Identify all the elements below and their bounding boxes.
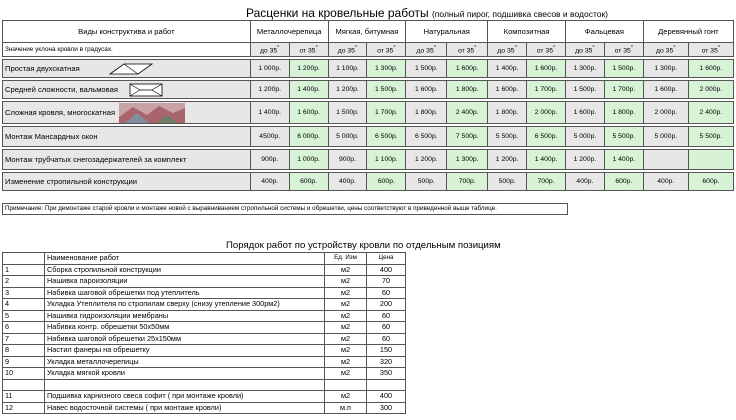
price-cell: 700р. (447, 173, 488, 191)
slope-low: до 35° (488, 43, 527, 57)
price-row (3, 102, 734, 124)
price-cell: 400р. (250, 173, 289, 191)
price-cell: 1 800р. (406, 102, 447, 124)
price-cell: 1 400р. (289, 81, 328, 99)
price-cell: 1 700р. (527, 81, 566, 99)
price-cell: 1 300р. (447, 150, 488, 170)
price-cell: 6 500р. (527, 127, 566, 147)
title-main: Расценки на кровельные работы (246, 6, 429, 20)
price-cell: 400р. (328, 173, 367, 191)
price-cell: 1 200р. (406, 150, 447, 170)
price-cell: 600р. (604, 173, 643, 191)
price-cell: 5 500р. (688, 127, 733, 147)
works-title: Порядок работ по устройству кровли по отдельным позициям (226, 240, 501, 251)
slope-high: от 35° (367, 43, 406, 57)
works-row: 10 Укладка мягкой кровли м2 350 (3, 368, 406, 380)
note: Примечание: При демонтаже старой кровли и монтаже новой с выравниванием стропильной системы и обрешетки, цены соответствуют в приведенной выше таблице. (2, 203, 568, 215)
price-cell: 1 500р. (565, 81, 604, 99)
works-row: 1 Сборка стропильной конструкции м2 400 (3, 264, 406, 276)
price-cell: 700р. (527, 173, 566, 191)
price-row-name: Монтаж трубчатых снегозадержателей за комплект (3, 150, 251, 170)
slope-label: Значение уклона кровли в градусах. (3, 43, 251, 57)
price-cell: 1 200р. (565, 150, 604, 170)
price-row-name: Сложная кровля, многоскатная (3, 102, 251, 124)
price-cell: 600р. (367, 173, 406, 191)
complex-roof-photo-icon (119, 103, 185, 123)
price-table (2, 20, 734, 191)
price-cell: 400р. (643, 173, 688, 191)
works-header-price: Цена (367, 253, 406, 265)
price-row-name: Монтаж Мансардных окон (3, 127, 251, 147)
price-cell: 1 500р. (604, 60, 643, 78)
works-row: 11 Подшивка карнизного свеса софит ( при монтаже кровли) м2 400 (3, 391, 406, 403)
price-cell: 1 700р. (604, 81, 643, 99)
price-cell: 1 400р. (488, 60, 527, 78)
price-cell: 1 600р. (643, 81, 688, 99)
price-cell: 2 000р. (688, 81, 733, 99)
works-table (2, 252, 406, 414)
page-title (246, 6, 608, 20)
price-cell: 500р. (406, 173, 447, 191)
header-material: Натуральная (406, 21, 488, 43)
slope-high: от 35° (527, 43, 566, 57)
slope-high: от 35° (289, 43, 328, 57)
price-cell: 2 000р. (527, 102, 566, 124)
price-cell: 5 500р. (604, 127, 643, 147)
works-row: 8 Настил фанеры на обрешетку м2 150 (3, 345, 406, 357)
price-cell: 6 500р. (367, 127, 406, 147)
price-cell: 1 400р. (527, 150, 566, 170)
price-row (3, 150, 734, 170)
price-cell: 1 800р. (604, 102, 643, 124)
price-cell: 6 500р. (406, 127, 447, 147)
price-cell: 1 600р. (565, 102, 604, 124)
price-cell: 1 200р. (328, 81, 367, 99)
price-cell: 900р. (250, 150, 289, 170)
works-header-row (3, 253, 406, 265)
price-cell: 400р. (565, 173, 604, 191)
price-cell: 4500р. (250, 127, 289, 147)
price-cell: 7 500р. (447, 127, 488, 147)
slope-high: от 35° (688, 43, 733, 57)
price-cell: 1 600р. (406, 81, 447, 99)
price-cell: 1 300р. (643, 60, 688, 78)
price-header-row (3, 21, 734, 43)
header-types: Виды конструктива и работ (3, 21, 251, 43)
price-cell: 1 600р. (289, 102, 328, 124)
title-subtitle: (полный пирог, подшивка свесов и водосток) (431, 9, 609, 19)
price-cell: 1 100р. (367, 150, 406, 170)
price-cell: 2 400р. (688, 102, 733, 124)
works-row: 5 Нашивка гидроизоляции мембраны м2 60 (3, 310, 406, 322)
works-row: 4 Укладка Утеплителя по стропилам сверху (снизу утепление 300рм2) м2 200 (3, 299, 406, 311)
price-cell: 5 000р. (328, 127, 367, 147)
price-cell: 500р. (488, 173, 527, 191)
price-cell: 6 000р. (289, 127, 328, 147)
price-cell: 600р. (688, 173, 733, 191)
price-row-name: Изменение стропильной конструкции (3, 173, 251, 191)
price-cell: 1 300р. (565, 60, 604, 78)
price-cell: 1 000р. (289, 150, 328, 170)
price-cell: 1 200р. (488, 150, 527, 170)
price-cell: 1 200р. (250, 81, 289, 99)
header-material: Деревянный гонт (643, 21, 733, 43)
slope-low: до 35° (328, 43, 367, 57)
works-header-unit: Ед. Изм (325, 253, 367, 265)
price-cell (688, 150, 733, 170)
slope-row (3, 43, 734, 57)
price-cell: 1 600р. (447, 60, 488, 78)
slope-low: до 35° (250, 43, 289, 57)
price-cell: 5 000р. (565, 127, 604, 147)
works-row: 12 Навес водосточной системы ( при монтаже кровли) м.п 300 (3, 402, 406, 414)
hip-roof-icon (128, 83, 164, 97)
slope-low: до 35° (565, 43, 604, 57)
price-row-name: Простая двухскатная (3, 60, 251, 78)
price-cell: 1 600р. (688, 60, 733, 78)
slope-low: до 35° (643, 43, 688, 57)
works-row: 6 Набивка контр. обрешетки 50х50мм м2 60 (3, 322, 406, 334)
price-cell: 1 400р. (604, 150, 643, 170)
works-row: 3 Набивка шаговой обрешетки под утеплитель м2 60 (3, 287, 406, 299)
gable-roof-icon (108, 62, 154, 76)
price-cell: 1 000р. (250, 60, 289, 78)
works-row: 9 Укладка металлочерепицы м2 320 (3, 356, 406, 368)
header-material: Фальцевая (565, 21, 643, 43)
slope-high: от 35° (447, 43, 488, 57)
price-cell: 2 000р. (643, 102, 688, 124)
price-cell: 1 800р. (488, 102, 527, 124)
price-cell: 900р. (328, 150, 367, 170)
price-row-name: Средней сложности, вальмовая (3, 81, 251, 99)
works-header-num (3, 253, 45, 265)
price-cell: 1 400р. (250, 102, 289, 124)
price-cell: 1 600р. (527, 60, 566, 78)
price-cell: 600р. (289, 173, 328, 191)
works-header-name: Наименование работ (45, 253, 325, 265)
price-cell: 1 200р. (289, 60, 328, 78)
header-material: Композитная (488, 21, 566, 43)
works-row: 7 Набивка шаговой обрешетки 25х150мм м2 60 (3, 333, 406, 345)
price-row (3, 81, 734, 99)
price-cell: 5 000р. (643, 127, 688, 147)
works-row-empty (3, 379, 406, 391)
price-cell: 1 100р. (328, 60, 367, 78)
price-row (3, 127, 734, 147)
price-cell: 1 500р. (328, 102, 367, 124)
price-cell: 1 500р. (406, 60, 447, 78)
price-cell: 1 500р. (367, 81, 406, 99)
slope-high: от 35° (604, 43, 643, 57)
slope-low: до 35° (406, 43, 447, 57)
header-material: Мягкая, битумная (328, 21, 406, 43)
price-cell (643, 150, 688, 170)
works-row: 2 Нашивка пароизоляции м2 70 (3, 276, 406, 288)
price-row (3, 173, 734, 191)
price-cell: 1 300р. (367, 60, 406, 78)
price-row (3, 60, 734, 78)
price-cell: 2 400р. (447, 102, 488, 124)
price-cell: 1 800р. (447, 81, 488, 99)
price-cell: 1 700р. (367, 102, 406, 124)
price-cell: 1 600р. (488, 81, 527, 99)
price-cell: 5 500р. (488, 127, 527, 147)
header-material: Металлочерепица (250, 21, 328, 43)
